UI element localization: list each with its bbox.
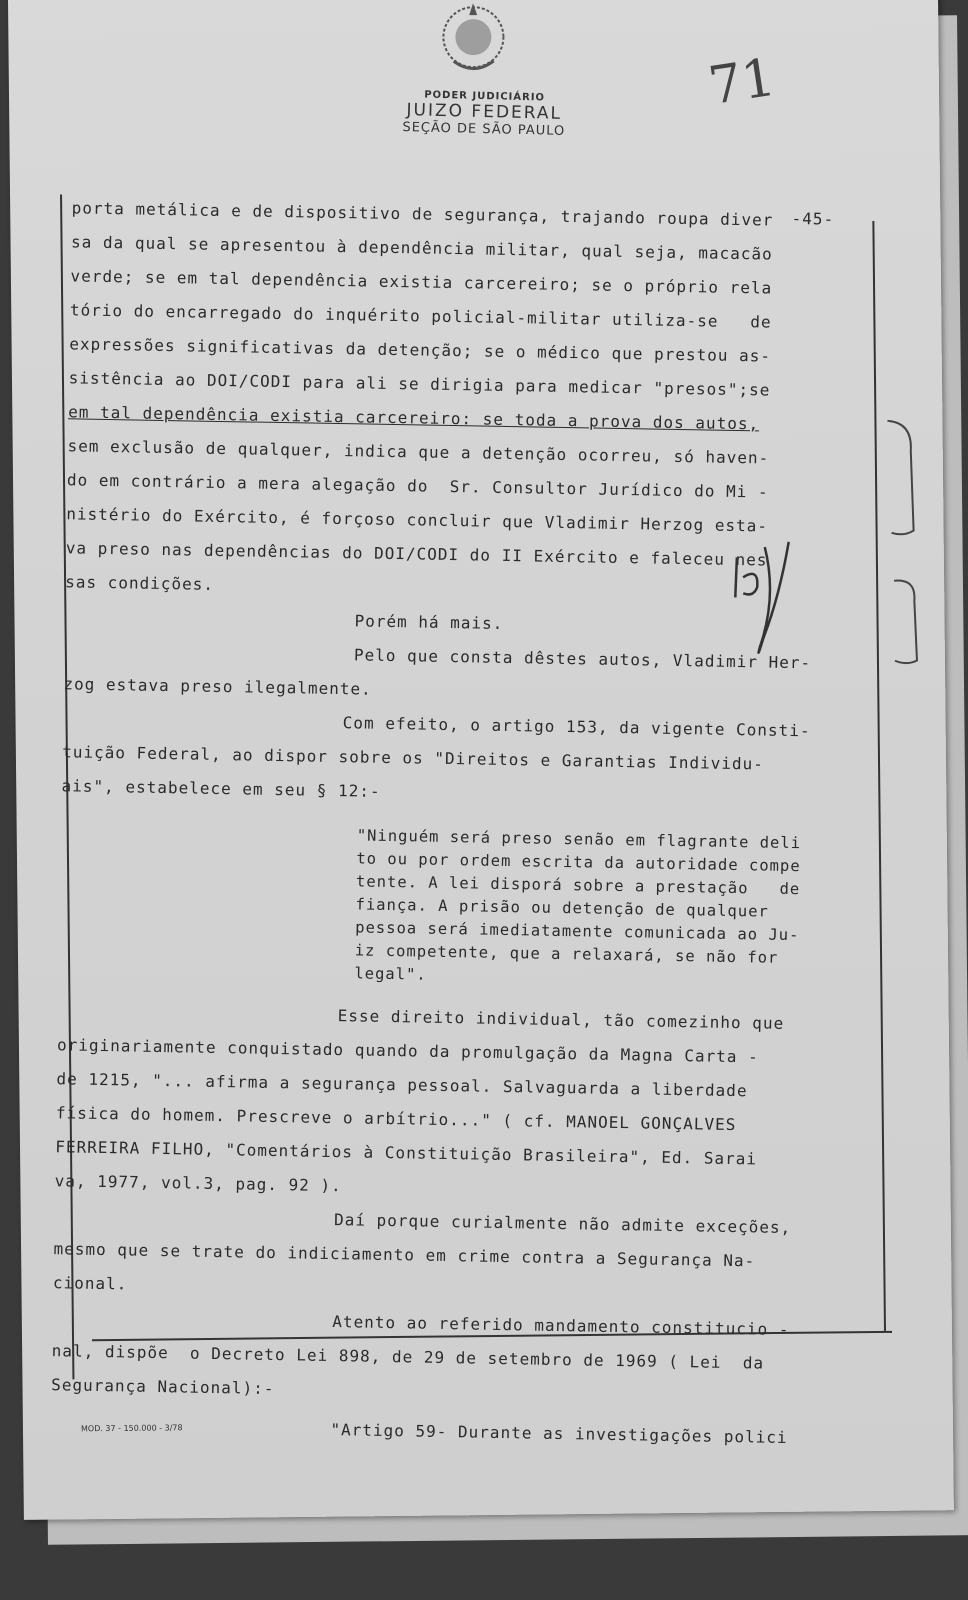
letterhead-line1: PODER JUDICIÁRIO: [424, 89, 546, 104]
text-line: Esse direito individual, tão comezinho que: [337, 1006, 785, 1033]
text-line: sa da qual se apresentou à dependência militar, qual seja, macacão: [70, 232, 773, 264]
text-line: mesmo que se trate do indiciamento em crime contra a Segurança Na-: [53, 1239, 756, 1271]
paragraph-porem: Porém há mais.: [354, 611, 504, 633]
text-line: do em contrário a mera alegação do Sr. Consultor Jurídico do Mi -: [66, 470, 769, 502]
text-line: nistério do Exército, é forçoso concluir que Vladimir Herzog esta-: [66, 504, 769, 536]
text-line: Pelo que consta dêstes autos, Vladimir Her-: [353, 645, 812, 673]
body-text: [50, 191, 862, 1456]
text-line: tório do encarregado do inquérito policial-militar utiliza-se de: [69, 300, 772, 332]
quote-line: fiança. A prisão ou detenção de qualquer: [355, 895, 769, 921]
quote-line: "Ninguém será preso senão em flagrante deli: [356, 826, 802, 853]
constitution-quote: [354, 824, 851, 994]
form-code: MOD. 37 - 150.000 - 3/78: [80, 1423, 183, 1434]
text-line: cional.: [52, 1273, 128, 1294]
letterhead-line3: SEÇÃO DE SÃO PAULO: [402, 120, 566, 140]
text-line: ais", estabelece em seu § 12:-: [61, 776, 381, 801]
text-line: Segurança Nacional):-: [51, 1375, 275, 1399]
text-line: porta metálica e de dispositivo de segurança, trajando roupa diver: [71, 198, 774, 230]
coat-of-arms-icon: [433, 1, 514, 77]
handwritten-initials-icon: [729, 537, 800, 668]
quote-line: tente. A lei disporá sobre a prestação de: [355, 872, 801, 899]
text-line: sem exclusão de qualquer, indica que a detenção ocorreu, só haven-: [67, 436, 770, 468]
text-line: sas condições.: [65, 572, 215, 594]
text-line: Com efeito, o artigo 153, da vigente Consti-: [342, 713, 811, 741]
text-line: originariamente conquistado quando da promulgação da Magna Carta -: [56, 1035, 759, 1067]
text-line: va, 1977, vol.3, pag. 92 ).: [54, 1171, 342, 1196]
right-margin-rule: [872, 221, 886, 1331]
text-line: expressões significativas da detenção; se o médico que prestou as-: [69, 334, 772, 366]
text-line: "Artigo 59- Durante as investigações polici: [330, 1420, 788, 1448]
text-line: sistência ao DOI/CODI para ali se dirigia para medicar "presos";se: [68, 368, 771, 400]
quote-line: legal".: [354, 964, 427, 984]
text-line: FERREIRA FILHO, "Comentários à Constituição Brasileira", Ed. Sarai: [55, 1137, 758, 1169]
letterhead: [369, 88, 600, 140]
text-line: zog estava preso ilegalmente.: [63, 674, 372, 699]
text-line: va preso nas dependências do DOI/CODI do II Exército e faleceu nes: [65, 538, 768, 570]
document-page: [8, 0, 954, 1520]
quote-line: pessoa será imediatamente comunicada ao Ju-: [355, 918, 800, 945]
handwritten-folio-number: 71: [704, 47, 780, 117]
quote-line: iz competente, que a relaxará, se não for: [354, 941, 779, 967]
letterhead-line2: JUIZO FEDERAL: [406, 100, 563, 124]
text-line: de 1215, "... afirma a segurança pessoal. Salvaguarda a liberdade: [56, 1069, 748, 1101]
text-line: física do homem. Prescreve o arbítrio..." ( cf. MANOEL GONÇALVES: [55, 1103, 737, 1135]
text-line: verde; se em tal dependência existia carcereiro; se o próprio rela: [70, 266, 773, 298]
text-line: tuição Federal, ao dispor sobre os "Direitos e Garantias Individu-: [62, 742, 765, 774]
text-line: em tal dependência existia carcereiro: se toda a prova dos autos,: [67, 402, 760, 434]
page-number: -45-: [791, 208, 835, 229]
text-line: Atento ao referido mandamento constitucio -: [332, 1312, 790, 1340]
margin-bracket-marks-icon: [882, 410, 945, 671]
text-line: nal, dispõe o Decreto Lei 898, de 29 de setembro de 1969 ( Lei da: [51, 1341, 765, 1373]
text-line: Daí porque curialmente não admite exceções,: [333, 1210, 792, 1238]
quote-line: to ou por ordem escrita da autoridade compe: [356, 849, 801, 876]
